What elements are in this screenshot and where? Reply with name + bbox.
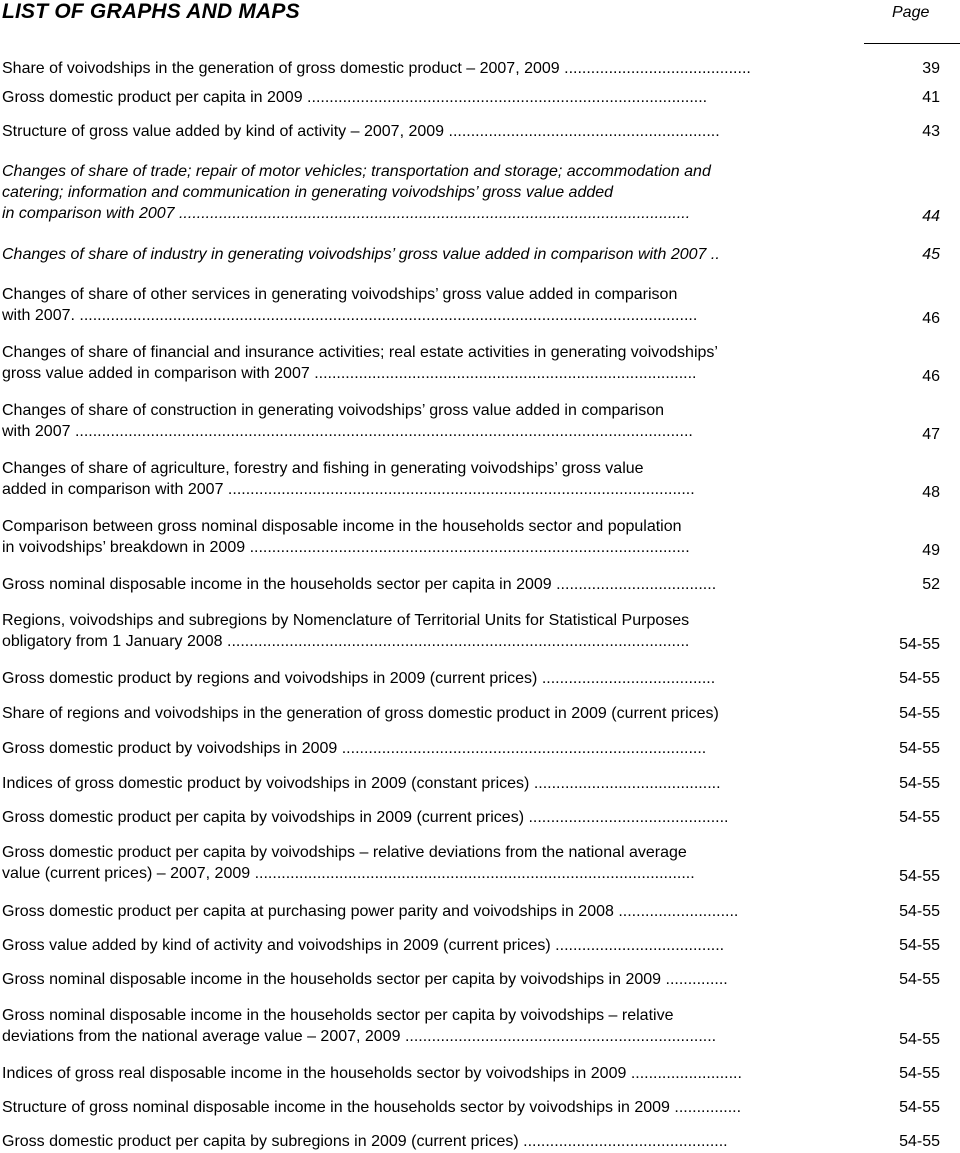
list-item-title: Indices of gross domestic product by voivodships in 2009 (constant prices) .......................................... — [2, 775, 721, 792]
list-item — [0, 935, 960, 956]
list-item — [0, 516, 960, 558]
list-item-page: 54-55 — [899, 971, 940, 988]
list-item — [0, 703, 960, 724]
list-item — [0, 458, 960, 500]
list-item — [0, 244, 960, 265]
list-item-page: 46 — [922, 368, 940, 385]
list-item-page: 54-55 — [899, 636, 940, 653]
list-item — [0, 342, 960, 384]
list-item-title: Gross nominal disposable income in the households sector per capita in 2009 .................................... — [2, 576, 717, 593]
list-item — [0, 58, 960, 79]
list-item-title: Gross domestic product per capita by voivodships in 2009 (current prices) ............................................. — [2, 809, 729, 826]
list-item-title: Regions, voivodships and subregions by Nomenclature of Territorial Units for Statistical Purposes obligatory from 1 January 2008 ........................................................................................................ — [2, 612, 690, 650]
list-item-page: 54-55 — [899, 903, 940, 920]
list-item-page: 54-55 — [899, 1133, 940, 1150]
list-item-page: 54-55 — [899, 670, 940, 687]
list-item — [0, 161, 960, 224]
list-item-title: Changes of share of financial and insurance activities; real estate activities in generating voivodships’ gross value added in comparison with 2007 ...................................................................................... — [2, 344, 718, 382]
list-item — [0, 738, 960, 759]
list-item-page: 54-55 — [899, 1099, 940, 1116]
list-item — [0, 1063, 960, 1084]
list-item-title: Structure of gross value added by kind of activity – 2007, 2009 ............................................................. — [2, 123, 720, 140]
list-item — [0, 807, 960, 828]
list-item-page: 54-55 — [899, 775, 940, 792]
list-item — [0, 969, 960, 990]
list-item-title: Share of regions and voivodships in the generation of gross domestic product in 2009 (current prices) — [2, 705, 719, 722]
list-item — [0, 842, 960, 884]
list-item-page: 47 — [922, 426, 940, 443]
list-item-title: Gross value added by kind of activity and voivodships in 2009 (current prices) ...................................... — [2, 937, 725, 954]
list-item — [0, 87, 960, 108]
list-item-page: 54-55 — [899, 705, 940, 722]
list-item — [0, 1097, 960, 1118]
list-item-title: Changes of share of other services in generating voivodships’ gross value added in comparison with 2007. ........................................................................................................................................... — [2, 286, 698, 324]
list-item-page: 54-55 — [899, 937, 940, 954]
list-item-title: Gross nominal disposable income in the households sector per capita by voivodships in 2009 .............. — [2, 971, 728, 988]
list-item — [0, 1131, 960, 1152]
list-item — [0, 773, 960, 794]
list-item-page: 41 — [922, 89, 940, 106]
list-item — [0, 668, 960, 689]
list-item-page: 46 — [922, 310, 940, 327]
page-column-label: Page — [892, 4, 930, 21]
list-item-title: Indices of gross real disposable income in the households sector by voivodships in 2009 ......................... — [2, 1065, 742, 1082]
list-item — [0, 574, 960, 595]
list-item-title: Share of voivodships in the generation of gross domestic product – 2007, 2009 .......................................... — [2, 60, 751, 77]
list-item-page: 54-55 — [899, 1031, 940, 1048]
list-item-page: 49 — [922, 542, 940, 559]
list-item-title: Gross nominal disposable income in the households sector per capita by voivodships – relative deviations from the national average value – 2007, 2009 ...................................................................... — [2, 1007, 717, 1045]
list-item — [0, 284, 960, 326]
list-item-page: 54-55 — [899, 1065, 940, 1082]
list-item-page: 48 — [922, 484, 940, 501]
list-item-page: 54-55 — [899, 868, 940, 885]
list-item-title: Gross domestic product per capita at purchasing power parity and voivodships in 2008 ........................... — [2, 903, 739, 920]
list-item-title: Gross domestic product per capita by subregions in 2009 (current prices) .............................................. — [2, 1133, 728, 1150]
list-item — [0, 610, 960, 652]
list-item — [0, 901, 960, 922]
document-title: LIST OF GRAPHS AND MAPS — [2, 0, 300, 23]
list-item-title: Gross domestic product by voivodships in 2009 .................................................................................. — [2, 740, 707, 757]
list-item-title: Gross domestic product by regions and voivodships in 2009 (current prices) ....................................... — [2, 670, 716, 687]
list-item-title: Gross domestic product per capita by voivodships – relative deviations from the national average value (current prices) – 2007, 2009 ................................................................................................... — [2, 844, 695, 882]
list-item-page: 43 — [922, 123, 940, 140]
list-item — [0, 121, 960, 142]
list-item-title: Comparison between gross nominal disposable income in the households sector and population in voivodships’ breakdown in 2009 ................................................................................................... — [2, 518, 690, 556]
list-item-page: 45 — [922, 246, 940, 263]
list-item — [0, 400, 960, 442]
list-item-page: 39 — [922, 60, 940, 77]
list-item-title: Changes of share of agriculture, forestry and fishing in generating voivodships’ gross value added in comparison with 2007 ......................................................................................................... — [2, 460, 695, 498]
list-item-title: Structure of gross nominal disposable income in the households sector by voivodships in 2009 ............... — [2, 1099, 742, 1116]
list-item-title: Gross domestic product per capita in 2009 .......................................................................................... — [2, 89, 708, 106]
list-item-title: Changes of share of trade; repair of motor vehicles; transportation and storage; accommodation and catering; information and communication in generating voivodships’ gross value added in comparison with 2007 ................................................................................................................... — [2, 163, 711, 222]
list-item-title: Changes of share of industry in generating voivodships’ gross value added in comparison with 2007 .. — [2, 246, 720, 263]
list-item-title: Changes of share of construction in generating voivodships’ gross value added in comparison with 2007 ........................................................................................................................................... — [2, 402, 693, 440]
list-item-page: 54-55 — [899, 740, 940, 757]
list-item-page: 52 — [922, 576, 940, 593]
list-item — [0, 1005, 960, 1047]
list-item-page: 54-55 — [899, 809, 940, 826]
list-item-page: 44 — [922, 208, 940, 225]
